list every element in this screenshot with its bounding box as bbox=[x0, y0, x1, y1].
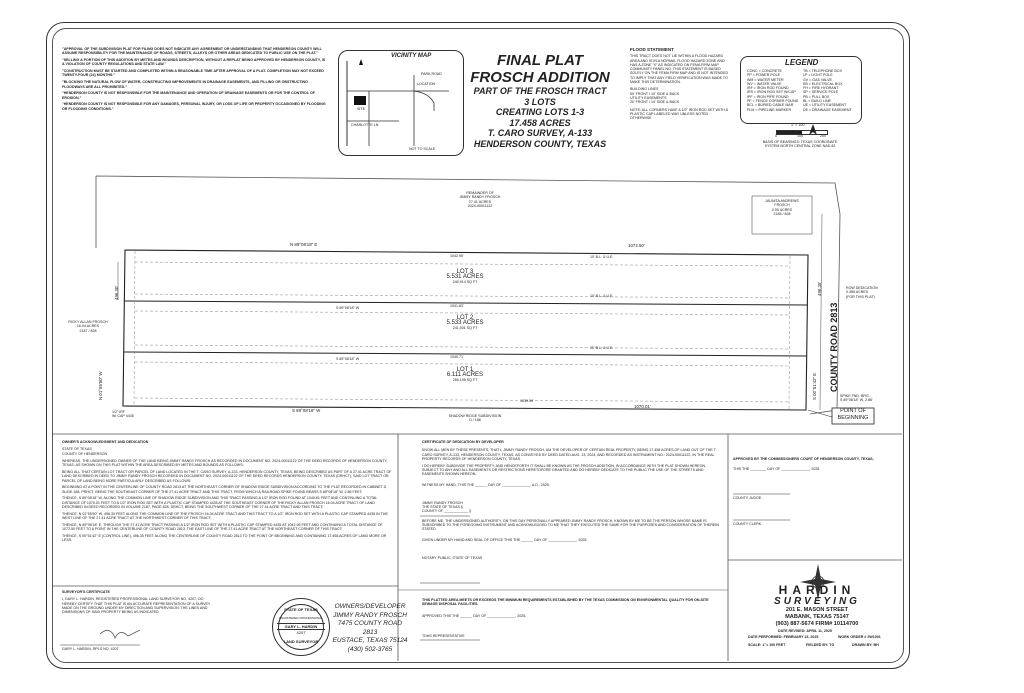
legend-item: PP = POWER POLE bbox=[747, 73, 780, 78]
county-clerk: COUNTY CLERK bbox=[733, 522, 762, 526]
title-sub-1: PART OF THE FROSCH TRACT bbox=[473, 86, 607, 96]
title-sub-5: T. CARO SURVEY, A-133 bbox=[487, 128, 593, 138]
owners-ack-para: WHEREAS, THE UNDERSIGNED OWNER OF THE LAND BEING JIMMY RANDY FROSCH AS RECORDED IN DOCUMENT NO. 2024-00011122 OF THE DEED RECORDS OF HENDERSON COUNTY, TEXAS, AS SHOWN ON THIS PLAT WITHIN THE AREA DESCRIBED BY METES AND BOUNDS AS FOLLOWS; bbox=[62, 458, 388, 468]
note-3: "CONSTRUCTION MUST BE STARTED AND COMPLETED WITHIN A REASONABLE TIME AFTER APPROVAL OF A PLAT. COMPLETION MAY NOT EXCEED TWENTY-FOUR (24) MONTHS." bbox=[62, 69, 324, 78]
shadow-ridge-line: D / 188 bbox=[469, 418, 481, 423]
shadow-ridge-label bbox=[430, 414, 520, 423]
lot-dim-4: 1039.59' bbox=[520, 399, 534, 403]
owners-ack-para: THENCE, S 89°08'18" W, ALONG THE COMMON LINE OF SHADOW RIDGE SUBDIVISION AND THIS TRACT PASSING A 1/2" IRON ROD FOUND AT 1040.61 FEET AND CONTINUING A TOTAL DISTANCE OF 1070.01 FEET TO A 1/2" IRON ROD SET WITH A PLASTIC CAP STAMPED 4435 AT THE SOUTHEAST CORNER OF THE RICKY ALLAN FROSCH 16.04 ACRE TRACT OF LAND DESCRIBED IN DEED RECORDED IN VOLUME 2187, PAGE 828, DRHCT, BEING THE SOUTHWEST CORNER OF THE 27.41 ACRE TRACT AND THIS TRACT; bbox=[62, 496, 378, 510]
firm-line: (903) 887-5674 FIRM# 10114700 bbox=[775, 620, 859, 627]
legend-item: LP = LIGHT POLE bbox=[803, 73, 833, 78]
developer-county: COUNTY OF ____________ § bbox=[422, 509, 472, 514]
bearings-line-1: BASIS OF BEARINGS: TEXAS COORDINATE bbox=[762, 140, 838, 144]
firm-name: HARDIN bbox=[778, 583, 856, 597]
dedication-line: 0.385 ACRES bbox=[846, 290, 869, 295]
lot-3-acres: 5.531 ACRES bbox=[446, 274, 484, 281]
scale-tick-200: 200 bbox=[820, 134, 826, 138]
surveyor-certificate bbox=[62, 590, 212, 614]
legend-item: PB = PULL BOX bbox=[803, 94, 830, 99]
legend-item: WV = WATER VALVE bbox=[747, 81, 782, 86]
developer-state: THE STATE OF TEXAS § bbox=[422, 505, 463, 510]
commissioners-line: THIS THE ________ DAY OF ______________, 2025. bbox=[733, 467, 821, 472]
drawn-by: DRAWN BY: BH bbox=[852, 643, 879, 647]
legend-item: WM = WATER METER bbox=[747, 77, 784, 82]
surveyor-name: GARY L. HARDIN, RPLS NO. 4207 bbox=[62, 647, 119, 651]
lot-3 bbox=[430, 270, 500, 285]
lot-dim-1: 1042.95' bbox=[450, 254, 464, 258]
owners-ack-para: BEING ALL THAT CERTAIN LOT TRACT OR PARCEL OF LAND LOCATED IN THE T. CARO SURVEY, A-133, HENDERSON COUNTY, TEXAS, BEING DESCRIBED AS PART OF A 27.41 ACRE TRACT OF LAND DESCRIBED IN DEED TO JIMMY RANDY FROSCH RECORDED IN DOCUMENT NO. 2024-00011122 OF THE DEED RECORDS HENDERSON COUNTY, TEXAS (DRHCT), SAID LOT TRACT OR PARCEL OF LAND BEING MORE PARTICULARLY DESCRIBED AS FOLLOWS: bbox=[62, 469, 392, 483]
lot-3-sqft: 240,914 SQ FT bbox=[452, 280, 478, 285]
juanita-line: 0.55 ACRES bbox=[771, 207, 793, 212]
flood-text: THIS TRACT DOES NOT LIE WITHIN A FLOOD HAZARD AREA AND IS IN A NORMAL FLOOD HAZARD ZONE AND HAS A ZONE "X" AS INDICATED ON FEMA FIRM MAP COMMUNITY PANEL NO. THIS STATEMENT IS BASED SOLELY ON THE FEMA FIRM MAP AND IS NOT INTENDED TO IMPLY THAT ANY FIELD VERIFICATION WAS MADE TO MAKE THIS DETERMINATION. bbox=[630, 54, 729, 85]
lot-1-sqft: 266,195 SQ FT bbox=[452, 378, 478, 383]
legend-item: EB = ELECTRICAL BOX bbox=[803, 81, 843, 86]
remainder-line: JIMMY RANDY FROSCH bbox=[459, 195, 501, 200]
county-road-label: COUNTY ROAD 2813 bbox=[829, 302, 839, 392]
spike-line: S 89°08'18" W, 2.86' bbox=[840, 398, 873, 403]
ricky-label bbox=[58, 320, 118, 333]
developer-given: GIVEN UNDER MY HAND AND SEAL OF OFFICE THIS THE ______ DAY OF ______________, 2025. bbox=[422, 537, 588, 542]
vicinity-label-charlotte: CHARLOTTE LN bbox=[351, 123, 379, 127]
developer-title: CERTIFICATE OF DEDICATION BY DEVELOPER bbox=[422, 440, 504, 444]
title-sub-6: HENDERSON COUNTY, TEXAS bbox=[473, 138, 607, 149]
top-distance: 1072.50' bbox=[628, 243, 645, 248]
legend-item: TB = TELEPHONE BOX bbox=[803, 69, 842, 73]
lot-dim-3: 1040.71' bbox=[450, 355, 464, 359]
interior-bearing-2: S 89°08'18" W bbox=[336, 357, 360, 361]
right-distance: 496.35' bbox=[817, 281, 822, 296]
legend-item: UE = UTILITY EASEMENT bbox=[803, 103, 847, 108]
remainder-line: 27.41 ACRES bbox=[468, 199, 492, 204]
corner-iron-note bbox=[112, 410, 134, 419]
commissioners-block bbox=[733, 457, 893, 472]
bearings-line-2: SYSTEM NORTH CENTRAL ZONE NAD 83 bbox=[764, 144, 836, 149]
title-line2: FROSCH ADDITION bbox=[470, 69, 610, 86]
developer-notary: NOTARY PUBLIC, STATE OF TEXAS bbox=[422, 555, 483, 560]
ricky-line: 2187 / 828 bbox=[79, 328, 97, 333]
lot-1-name: LOT 1 bbox=[456, 367, 474, 373]
left-bearing: N 01°55'50" W bbox=[98, 371, 103, 400]
vicinity-label-park: PARK ROAD bbox=[421, 72, 442, 76]
developer-p2: I DO HEREBY SUBDIVIDE THE PROPERTY, AND HENCEFORTH IT SHALL BE KNOWN AS THE FROSCH ADDITION, IN ACCORDANCE WITH THE PLAT SHOWN HEREON, SUBJECT TO ANY AND ALL EASEMENTS OR RESTRICTIONS HERETOFORE GRANTED AND DO HEREBY DEDICATE TO THE PUBLIC THE USE OF THE STREETS AND EASEMENTS SHOWN HEREON. bbox=[422, 463, 706, 477]
firm-line: 201 E. MASON STREET bbox=[785, 607, 849, 613]
county-judge: COUNTY JUDGE bbox=[733, 496, 762, 500]
date-performed: DATE PERFORMED: FEBRUARY 13, 2025 bbox=[748, 635, 819, 639]
row-dedication bbox=[846, 286, 896, 299]
lot-2-name: LOT 2 bbox=[456, 315, 474, 321]
juanita-line: JAUNITA ANDREWS bbox=[765, 199, 799, 203]
work-order: WORK ORDER # 2W1001 bbox=[838, 635, 881, 639]
tceq-rep: TDHS REPRESENTATIVE bbox=[422, 633, 465, 638]
vicinity-label-site: SITE bbox=[357, 107, 365, 111]
surveyor-title: SURVEYOR'S CERTIFICATE bbox=[62, 590, 110, 594]
pob-line: BEGINNING bbox=[837, 415, 869, 421]
owners-ack-para: THENCE, S 00°51'42" E (CONTROL LINE), 496.35 FEET ALONG THE CENTERLINE OF COUNTY ROAD 2813 TO THE POINT OF BEGINNING AND CONTAINING 17.458 ACRES OF LAND MORE OR LESS. bbox=[62, 534, 387, 543]
ricky-line: 16.04 ACRES bbox=[76, 324, 100, 329]
seal-top: STATE OF TEXAS bbox=[284, 607, 318, 612]
corner-note: NOTE: ALL CORNERS HAVE A 1/2" IRON ROD SET WITH A PLASTIC CAP LABELED WAY UNLESS NOTED OTHERWISE bbox=[630, 107, 728, 121]
scale-tick-0: 0 bbox=[775, 134, 777, 138]
legend-item: GV = GAS VALVE bbox=[803, 77, 832, 82]
setback-4: 20' FRONT / 10' SIDE & BACK bbox=[630, 100, 680, 105]
tceq-approved: APPROVED THIS THE ______ DAY OF ______________, 2025. bbox=[422, 613, 527, 618]
pob-line: POINT OF bbox=[840, 408, 866, 414]
legend-item: PF = FENCE CORNER FOUND bbox=[747, 99, 799, 104]
lot-2-sqft: 241,001 SQ FT bbox=[452, 326, 478, 331]
firm-line: MABANK, TEXAS 75147 bbox=[785, 613, 849, 620]
spike-note bbox=[840, 394, 900, 403]
legend-item: IPF = IRON PIPE FOUND bbox=[747, 94, 789, 99]
dedication-line: (FOR THIS PLAT) bbox=[846, 294, 875, 299]
corner-iron-line: 1/2" IRF bbox=[112, 410, 126, 414]
note-4: "BLOCKING THE NATURAL FLOW OF WATER, CONSTRUCTING IMPROVEMENTS IN DRAINAGE EASEMENTS, AND FILLING OR OBSTRUCTING FLOODWAYS ARE ALL PROHIBITED." bbox=[62, 80, 308, 89]
right-bearing: S 00°51'42" E bbox=[812, 372, 817, 400]
scale-label: 1" = 100' bbox=[791, 123, 806, 127]
ricky-line: RICKY ALLAN FROSCH bbox=[68, 320, 108, 324]
legend-item: BCL = BURIED CABLE MAR bbox=[747, 103, 794, 108]
developer-witness: WITNESS MY HAND, THIS THE ______ DAY OF ______________, A.D., 2025. bbox=[422, 482, 550, 487]
setback-3: UTILITY EASEMENTS bbox=[630, 95, 667, 100]
vicinity-title: VICINITY MAP bbox=[391, 53, 432, 59]
juanita-line: FROSCH bbox=[774, 203, 790, 208]
seal-name: GARY L. HARDIN bbox=[277, 623, 325, 630]
scale-tick-100: 100 bbox=[797, 134, 803, 138]
fielded-by: FIELDED BY: TG bbox=[806, 643, 835, 647]
seal-num: 4207 bbox=[296, 630, 306, 635]
note-1: "APPROVAL OF THE SUBDIVISION PLAT FOR FILING DOES NOT INDICATE ANY AGREEMENT OR UNDERSTANDING THAT HENDERSON COUNTY WILL ASSUME RESPONSIBILITY FOR THE MAINTENANCE OF ROADS, STREETS, ALLEYS OR OTHER AREAS DEDICATED TO PUBLIC USE ON THE PLAT." bbox=[62, 47, 322, 56]
note-5: "HENDERSON COUNTY IS NOT RESPONSIBLE FOR THE MAINTENANCE AND OPERATION OF DRAINAGE EASEMENTS OR FOR THE CONTROL OF EROSION." bbox=[62, 91, 315, 100]
shadow-ridge-line: SHADOW RIDGE SUBDIVISION bbox=[448, 414, 502, 418]
juanita-line: 2185 / 828 bbox=[773, 211, 791, 216]
lot-1 bbox=[430, 368, 500, 383]
firm-address bbox=[750, 607, 884, 627]
corner-iron-line: W/ CAP 4435 bbox=[112, 414, 134, 419]
surveyor-seal bbox=[272, 598, 330, 656]
legend-item: PLM = PIPELINE MARKER bbox=[747, 107, 792, 112]
flood-title: FLOOD STATEMENT bbox=[630, 47, 674, 52]
surveyor-text: I, GARY L. HARDIN, REGISTERED PROFESSIONAL LAND SURVEYOR NO. 4207, DO HEREBY CERTIFY THAT THIS PLAT IS AN ACCURATE REPRESENTATION OF A SURVEY MADE ON THE GROUND UNDER MY DIRECTION AND SUPERVISION. THE LINES AND DIMENSIONS OF SAID PROPERTY BEING AS INDICATED. bbox=[62, 597, 211, 615]
legend-item: IRF = IRON ROD FOUND bbox=[747, 86, 789, 91]
note-2: "SELLING A PORTION OF THIS ADDITION BY METES AND BOUNDS DESCRIPTION, WITHOUT A REPLAT BEING APPROVED BY HENDERSON COUNTY, IS A VIOLATION OF COUNTY REGULATIONS AND STATE LAW." bbox=[62, 58, 326, 67]
lot-2-acres: 5.533 ACRES bbox=[446, 320, 484, 327]
developer-certificate bbox=[422, 440, 722, 560]
vicinity-label-location: LOCATION bbox=[417, 82, 436, 86]
setback-1: BUILDING LINES bbox=[630, 87, 659, 92]
owner-line: JIMMY RANDY FROSCH bbox=[333, 611, 407, 619]
point-of-beginning bbox=[832, 408, 874, 422]
developer-signer: JIMMY RANDY FROSCH bbox=[422, 500, 463, 505]
seal-bottom: LAND SURVEYOR bbox=[283, 639, 319, 644]
owners-ack-state: STATE OF TEXAS bbox=[62, 447, 92, 452]
bottom-distance: 1070.01' bbox=[634, 404, 651, 409]
owners-ack-para: BEGINNING AT A POINT IN THE CENTERLINE OF COUNTY ROAD 2813 AT THE NORTHEAST CORNER OF SHADOW RIDGE SUBDIVISION ACCORDING TO THE PLAT RECORDED IN CABINET D, SLIDE 188, PRHCT, BEING THE SOUTHEAST CORNER OF THE 27.41 ACRE TRACT AND THIS TRACT, FROM WHICH A RAILROAD SPIKE FOUND BEARS S 89°08'18" W, 2.86 FEET; bbox=[62, 485, 388, 494]
bottom-bearing: S 89°08'18" W bbox=[292, 408, 321, 413]
developer-p3: BEFORE ME, THE UNDERSIGNED AUTHORITY, ON THIS DAY PERSONALLY APPEARED JIMMY RANDY FROSCH, KNOWN BY ME TO BE THE PERSON WHOSE NAME IS SUBSCRIBED TO THE FOREGOING INSTRUMENT AND ACKNOWLEDGED TO ME THAT THEY EXECUTED THE SAME FOR THE PURPOSES AND CONSIDERATION OF THEREIN STATED. bbox=[422, 518, 719, 532]
legend-item: CONC = CONCRETE bbox=[747, 69, 782, 73]
tceq-text: THIS PLATTED AREA MEETS OR EXCEEDS THE MINIMUM REQUIREMENTS ESTABLISHED BY THE TEXAS COMMISSION ON ENVIRONMENTAL QUALITY FOR ON-SITE SEWAGE DISPOSAL FACILITIES. bbox=[422, 598, 709, 607]
owners-ack-para: THENCE, N 89°08'18" E, THROUGH THE 27.41 ACRE TRACT PASSING A 1/2" IRON ROD SET WITH A PLASTIC CAP STAMPED 4435 AT 1042.95 FEET AND CONTINUING A TOTAL DISTANCE OF 1072.50 FEET TO A POINT IN THE CENTERLINE OF COUNTY ROAD 2813, THE EAST LINE OF THE 27.41 ACRE TRACT AT THE NORTHEAST CORNER OF THIS TRACT; bbox=[62, 522, 383, 532]
date-revised: DATE REVISED: APRIL 11, 2025 bbox=[778, 629, 832, 633]
dedication-line: ROW DEDICATION bbox=[846, 286, 878, 290]
left-distance: 496.30' bbox=[114, 285, 119, 300]
remainder-line: REMAINDER OF bbox=[466, 191, 494, 195]
lot-3-name: LOT 3 bbox=[456, 269, 474, 275]
lot-2 bbox=[430, 316, 500, 331]
setback-label-2: 10' B.L. & U.E. bbox=[590, 294, 614, 298]
remainder-label bbox=[440, 191, 520, 208]
lot-1-acres: 6.111 ACRES bbox=[446, 372, 484, 379]
owners-ack-county: COUNTY OF HENDERSON bbox=[62, 451, 108, 456]
developer-p1: KNOW ALL MEN BY THESE PRESENTS, THAT I, JIMMY RANDY FROSCH, AM THE DEVELOPER OF CERTAIN REAL PROPERTY, BEING 17.458 ACRES OF LAND OUT OF THE T. CARO SURVEY, A-133, HENDERSON COUNTY, TEXAS, AS CONVEYED BY DEED DATED AUG. 13, 2024, AND RECORDED AS INSTRUMENT NO.: 2024-00011122, IN THE REAL PROPERTY RECORDS OF HENDERSON COUNTY, TEXAS. bbox=[422, 448, 717, 461]
firm-name-2: SURVEYING bbox=[774, 596, 860, 607]
legend-item: SP = SERVICE POLE bbox=[803, 90, 839, 95]
tceq-block bbox=[422, 598, 722, 638]
juanita-label bbox=[752, 199, 812, 216]
setback-2: 50' FRONT / 10' SIDE & BACK bbox=[630, 91, 680, 96]
title-sub-3: CREATING LOTS 1-3 bbox=[495, 107, 585, 117]
interior-bearing-1: S 89°08'18" W bbox=[336, 306, 360, 310]
legend-item: DE = DRAINAGE EASEMENT bbox=[803, 107, 852, 112]
owner-line: 7475 COUNTY ROAD 2813 bbox=[337, 620, 403, 636]
top-bearing: N 89°08'18" E bbox=[290, 242, 318, 247]
owner-line: OWNERS/DEVELOPER bbox=[334, 603, 406, 610]
vicinity-label-scale: NOT TO SCALE bbox=[409, 147, 436, 151]
owner-line: EUSTACE, TEXAS 75124 bbox=[332, 637, 408, 644]
lot-dim-2: 1041.83' bbox=[450, 304, 464, 308]
legend-title: LEGEND bbox=[785, 58, 819, 67]
owners-acknowledgment bbox=[62, 440, 392, 545]
legend-item: FH = FIRE HYDRANT bbox=[803, 86, 839, 91]
remainder-line: 2024-00011122 bbox=[467, 203, 493, 208]
owner-developer-block bbox=[330, 603, 410, 654]
legend-item: BL = BUILD LINE bbox=[803, 99, 831, 104]
title-sub-4: 17.458 ACRES bbox=[509, 117, 571, 128]
owners-ack-para: THENCE, N 01°55'50" W, 496.30 FEET ALONG THE COMMON LINE OF THE FROSCH 16.04 ACRE TRACT AND THIS TRACT TO A 1/2" IRON ROD SET WITH A PLASTIC CAP STAMPED 4435 IN THE WEST LINE OF THE 27.41 ACRE TRACT AT THE NORTHWEST CORNER OF THIS TRACT; bbox=[62, 511, 388, 521]
owner-line: (430) 502-3765 bbox=[347, 645, 393, 653]
legend-item: IRS = IRON ROD SET W/CAP bbox=[747, 90, 796, 95]
firm-scale: SCALE: 1"= 100 FEET bbox=[748, 643, 786, 647]
title-line1: FINAL PLAT bbox=[496, 52, 584, 69]
title-sub-2: 3 LOTS bbox=[524, 96, 556, 107]
owners-ack-title: OWNER'S ACKNOWLEDGMENT AND DEDICATION bbox=[62, 440, 149, 444]
seal-reg: REGISTERED PROFESSIONAL bbox=[279, 616, 323, 620]
commissioners-text: APPROVED BY THE COMMISSIONERS COURT OF HENDERSON COUNTY, TEXAS, bbox=[733, 457, 874, 461]
setback-label-3: 10' B.L. & U.E. bbox=[590, 346, 614, 350]
spike-line: SPIKE FND. BRG. bbox=[840, 394, 870, 398]
setback-label-1: 10' B.L. & U.E. bbox=[590, 255, 614, 259]
note-6: "HENDERSON COUNTY IS NOT RESPONSIBLE FOR ANY DAMAGES, PERSONAL INJURY, OR LOSS OF LIFE OR PROPERTY OCCASIONED BY FLOODING OR FLOODING CONDITIONS." bbox=[62, 102, 326, 111]
